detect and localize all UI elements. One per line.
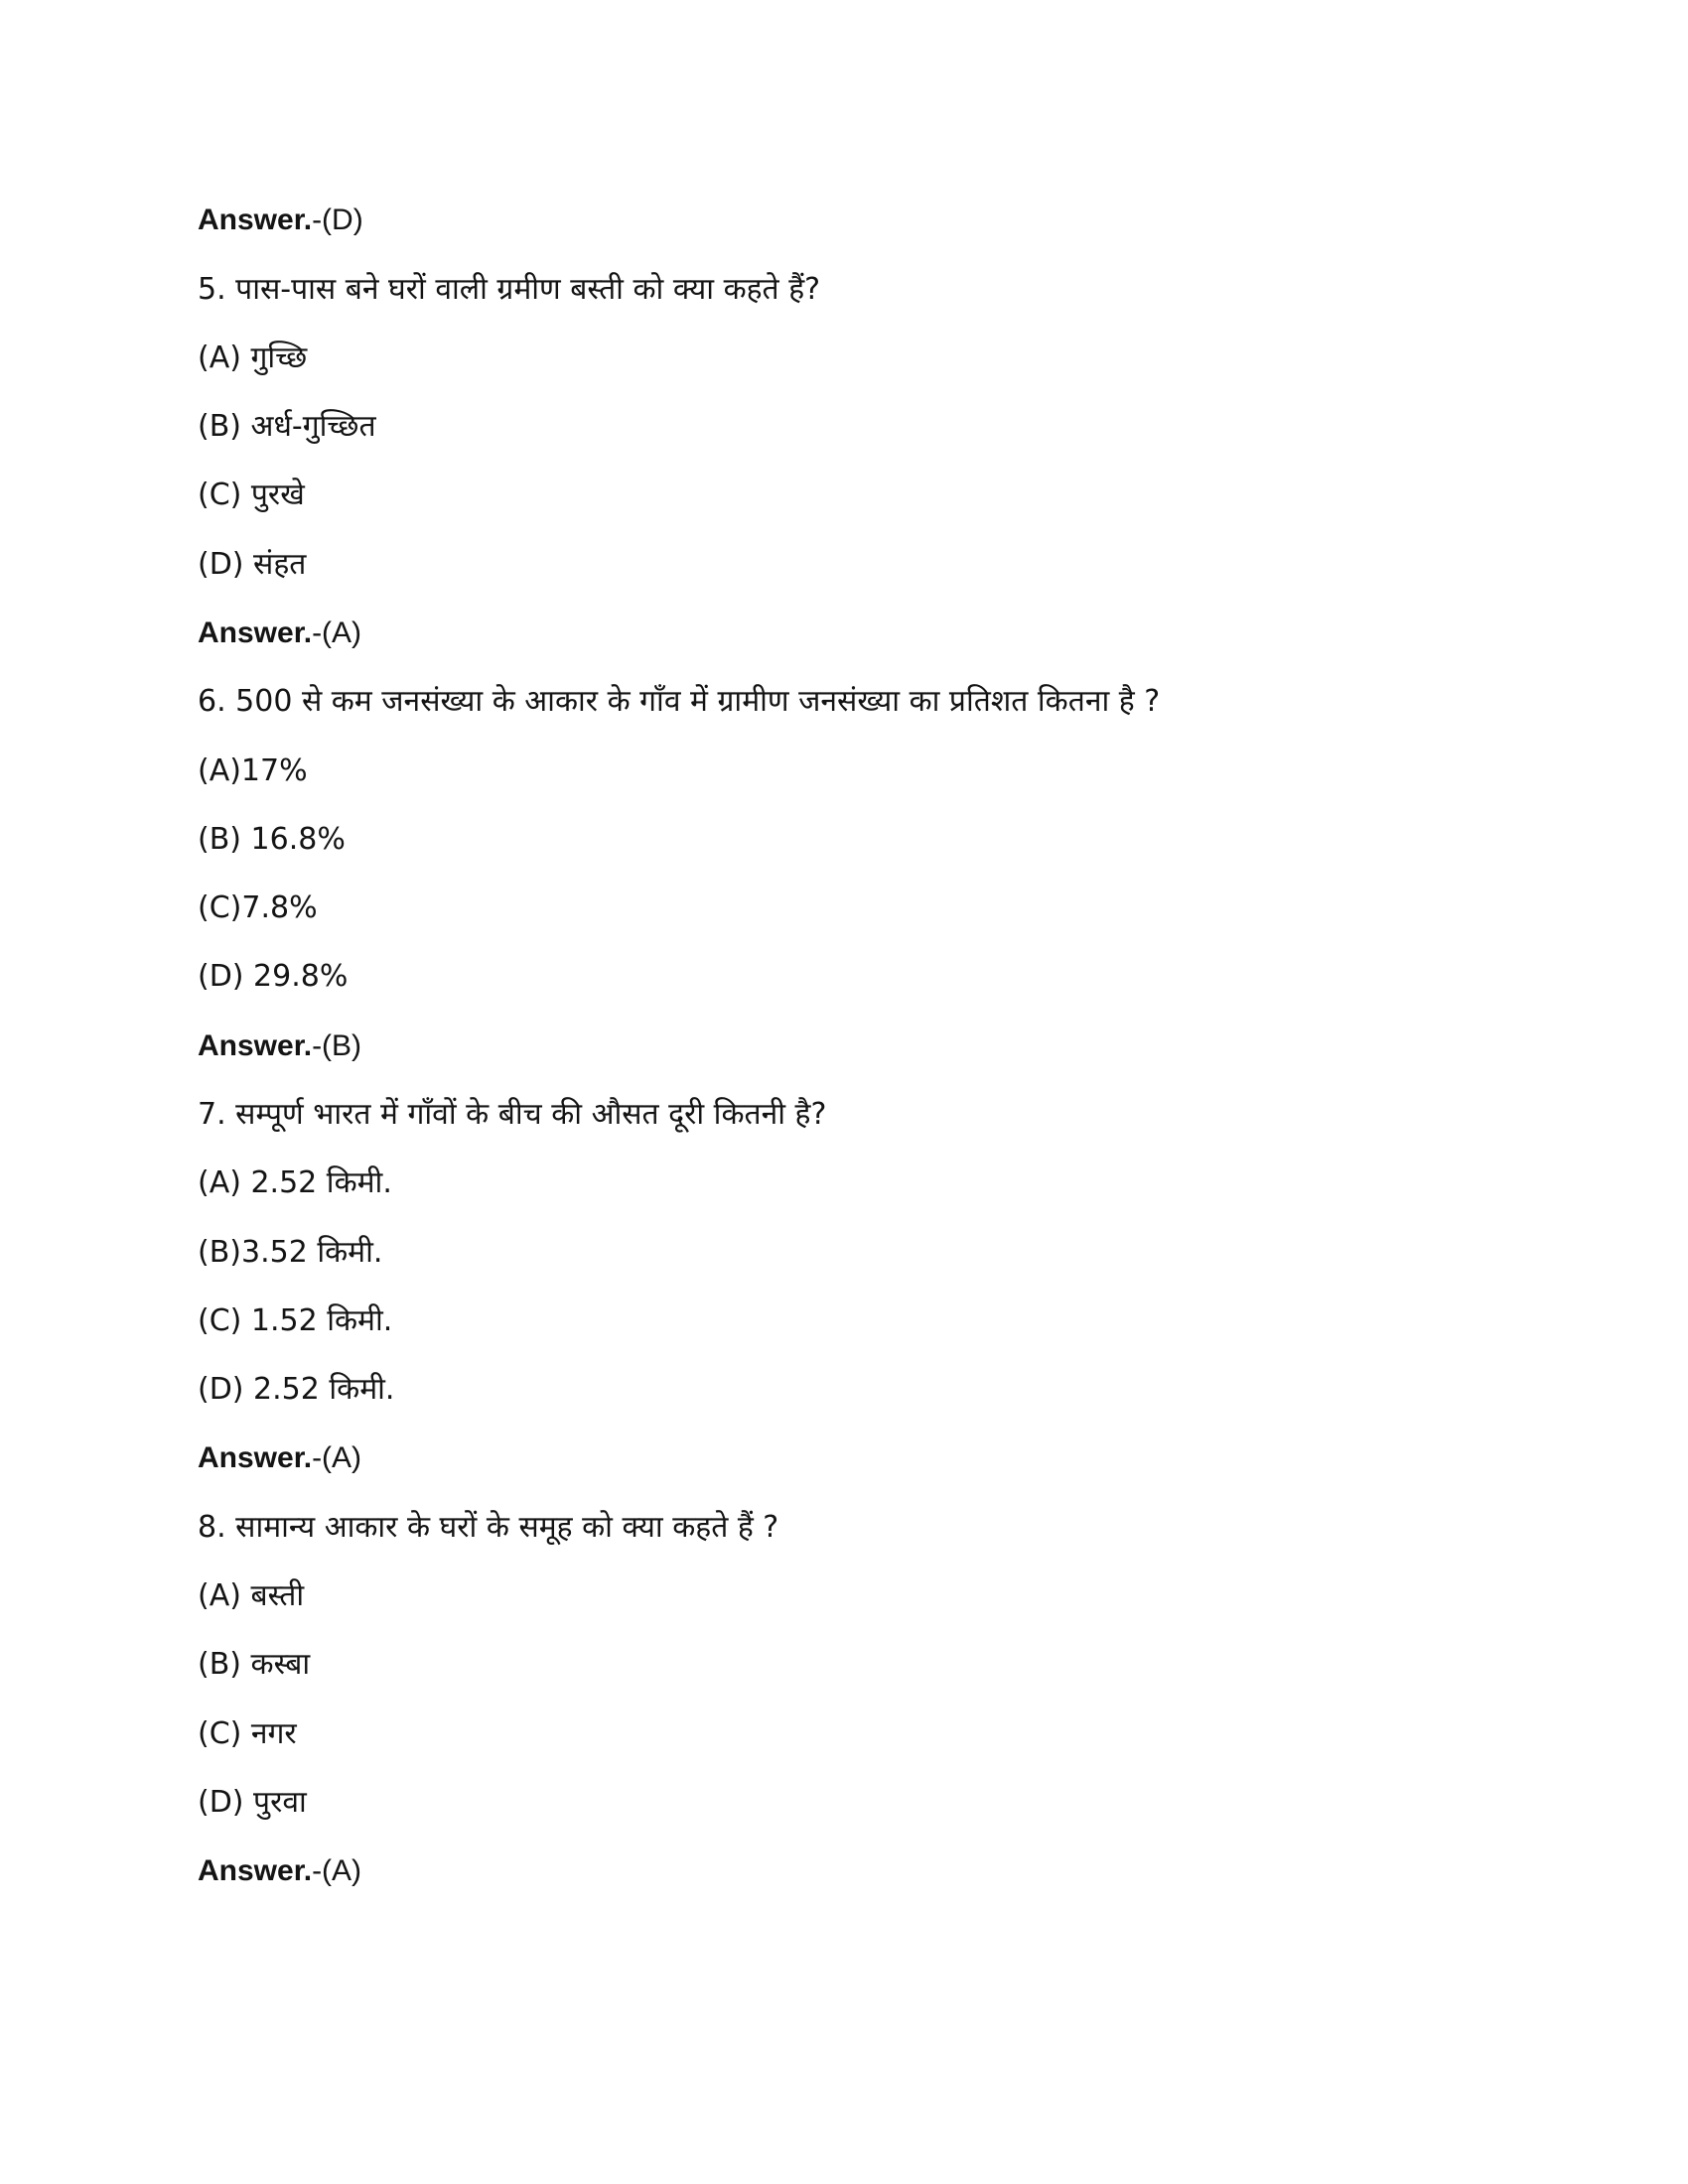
- answer-label: Answer.: [198, 204, 313, 236]
- question-6: 6. 500 से कम जनसंख्या के आकार के गाँव में ग्रामीण जनसंख्या का प्रतिशत कितना है ?: [198, 684, 1161, 719]
- question-5: 5. पास-पास बने घरों वाली ग्रमीण बस्ती को क्या कहते हैं?: [198, 272, 821, 307]
- q8-option-a: (A) बस्ती: [198, 1578, 305, 1613]
- q6-option-b: (B) 16.8%: [198, 822, 346, 857]
- answer-line-4: [198, 201, 363, 240]
- answer-label: Answer.: [198, 1029, 313, 1062]
- q7-option-a: (A) 2.52 किमी.: [198, 1165, 392, 1200]
- answer-value: -(A): [312, 1854, 362, 1887]
- answer-line-8: [198, 1851, 361, 1891]
- question-8: 8. सामान्य आकार के घरों के समूह को क्या कहते हैं ?: [198, 1510, 779, 1545]
- answer-value: -(A): [312, 1441, 362, 1474]
- q7-option-c: (C) 1.52 किमी.: [198, 1303, 393, 1338]
- question-7: 7. सम्पूर्ण भारत में गाँवों के बीच की औसत दूरी कितनी है?: [198, 1097, 827, 1132]
- q8-option-c: (C) नगर: [198, 1716, 297, 1751]
- answer-label: Answer.: [198, 1441, 313, 1474]
- q6-option-c: (C)7.8%: [198, 890, 318, 925]
- answer-line-6: [198, 1026, 361, 1066]
- q5-option-a: (A) गुच्छि: [198, 341, 308, 375]
- answer-value: -(B): [312, 1029, 362, 1062]
- q8-option-d: (D) पुरवा: [198, 1785, 307, 1820]
- q6-option-d: (D) 29.8%: [198, 959, 349, 994]
- answer-line-7: [198, 1438, 361, 1478]
- answer-value: -(D): [312, 204, 363, 236]
- q5-option-c: (C) पुरखे: [198, 478, 305, 512]
- answer-label: Answer.: [198, 1854, 313, 1887]
- q6-option-a: (A)17%: [198, 753, 308, 788]
- q7-option-b: (B)3.52 किमी.: [198, 1235, 383, 1270]
- answer-value: -(A): [312, 616, 362, 649]
- q5-option-d: (D) संहत: [198, 547, 307, 582]
- q8-option-b: (B) कस्बा: [198, 1647, 311, 1682]
- q5-option-b: (B) अर्ध-गुच्छित: [198, 409, 376, 444]
- q7-option-d: (D) 2.52 किमी.: [198, 1372, 395, 1407]
- answer-line-5: [198, 614, 361, 653]
- answer-label: Answer.: [198, 616, 313, 649]
